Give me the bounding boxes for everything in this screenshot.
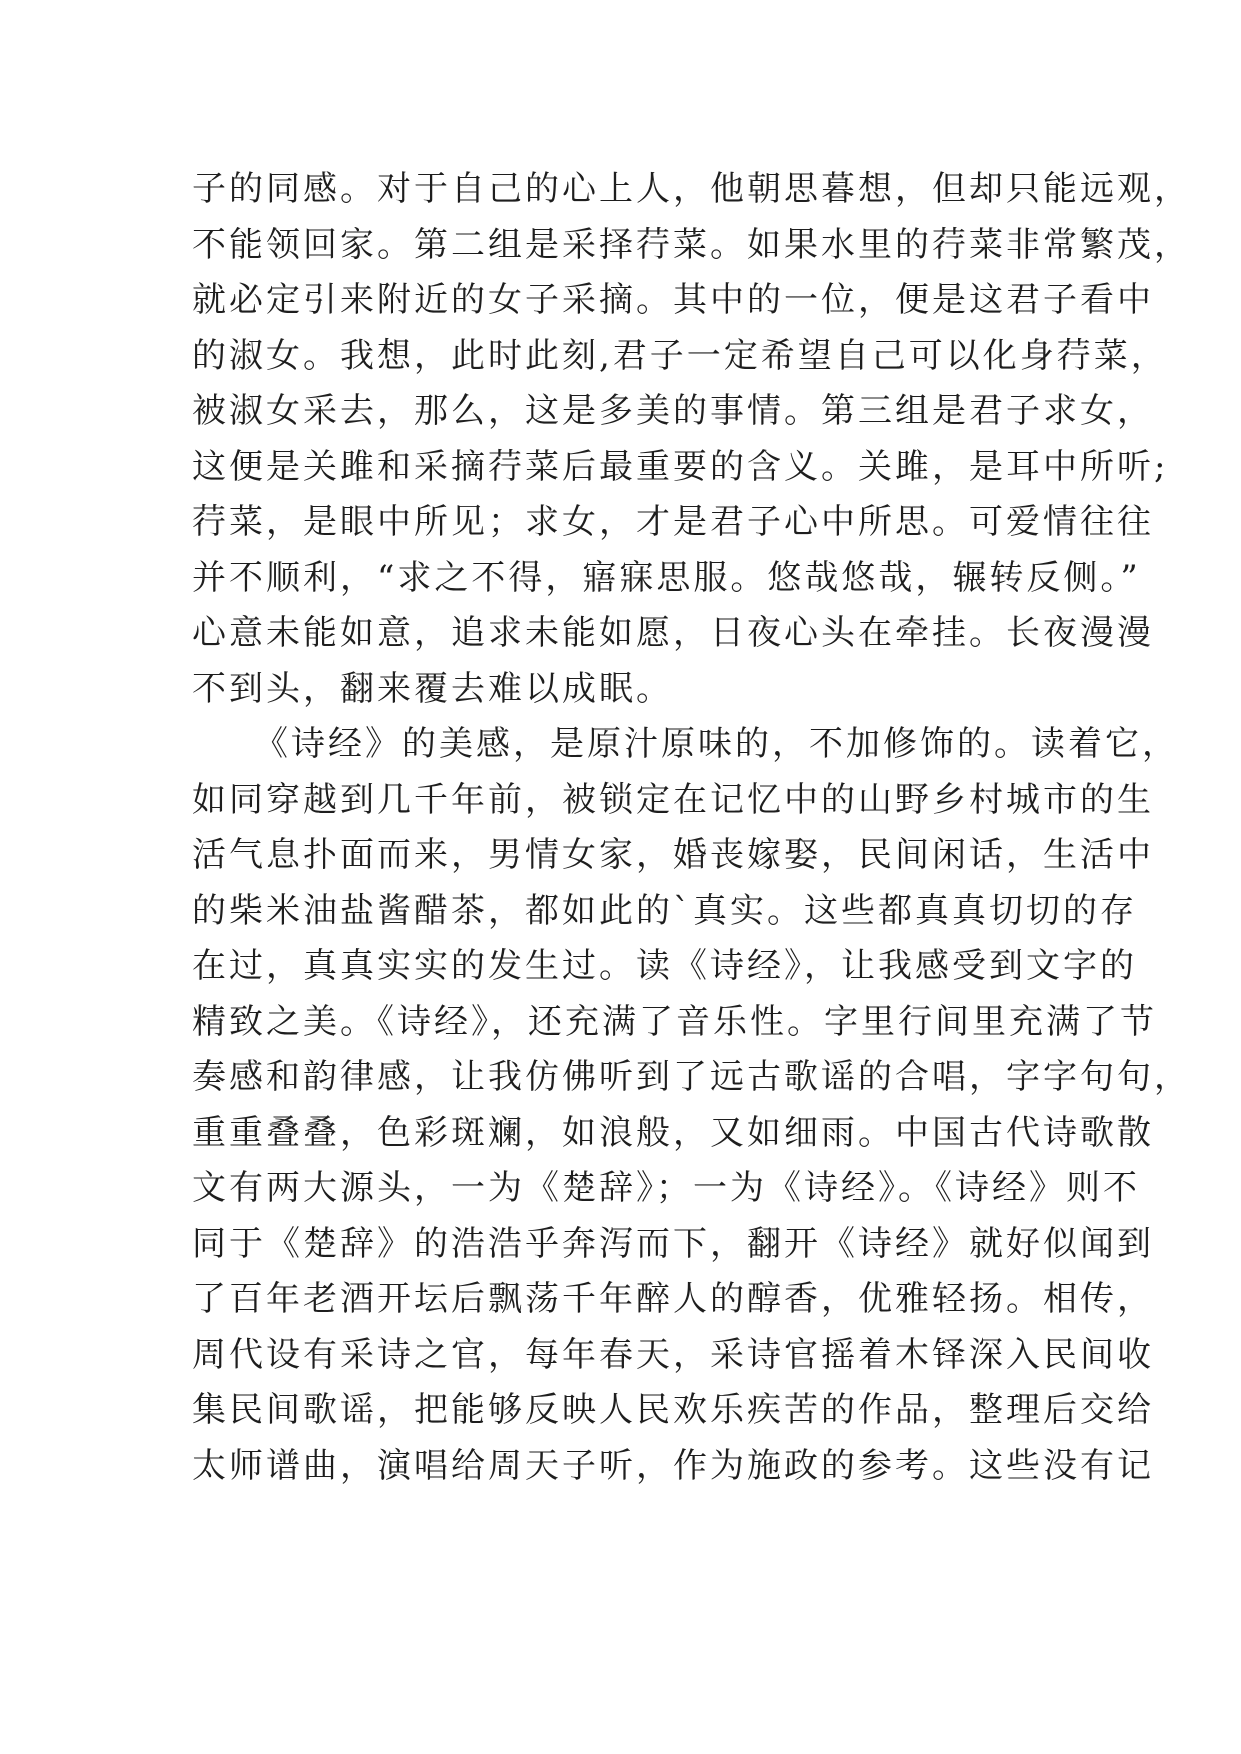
text-line: 心意未能如意，追求未能如愿，日夜心头在牵挂。长夜漫漫 (192, 613, 1154, 653)
text-line: 奏感和韵律感，让我仿佛听到了远古歌谣的合唱，字字句句， (192, 1057, 1191, 1097)
text-line: 精致之美。《诗经》，还充满了音乐性。字里行间里充满了节 (192, 1001, 1157, 1042)
text-line: 周代设有采诗之官，每年春天，采诗官摇着木铎深入民间收 (192, 1334, 1154, 1375)
text-line: 就必定引来附近的女子采摘。其中的一位，便是这君子看中 (192, 280, 1154, 320)
text-line: 这便是关雎和采摘荇菜后最重要的含义。关雎，是耳中所听; (192, 446, 1169, 487)
text-line: 集民间歌谣，把能够反映人民欢乐疾苦的作品，整理后交给 (192, 1390, 1154, 1430)
text-line: 不能领回家。第二组是采择荇菜。如果水里的荇菜非常繁茂， (192, 224, 1191, 265)
text-line: 文有两大源头，一为《楚辞》；一为《诗经》。《诗经》则不 (192, 1168, 1140, 1208)
text-line: 同于《楚辞》的浩浩乎奔泻而下，翻开《诗经》就好似闻到 (192, 1223, 1154, 1264)
text-line: 在过，真真实实的发生过。读《诗经》，让我感受到文字的 (192, 946, 1137, 986)
text-line: 荇菜，是眼中所见；求女，才是君子心中所思。可爱情往往 (192, 502, 1154, 542)
text-line: 子的同感。对于自己的心上人，他朝思暮想，但却只能远观， (192, 169, 1191, 209)
text-line: 了百年老酒开坛后飘荡千年醉人的醇香，优雅轻扬。相传， (192, 1279, 1154, 1319)
text-line: 太师谱曲，演唱给周天子听，作为施政的参考。这些没有记 (192, 1445, 1154, 1486)
text-line: 被淑女采去，那么，这是多美的事情。第三组是君子求女， (192, 391, 1154, 431)
text-line: 如同穿越到几千年前，被锁定在记忆中的山野乡村城市的生 (192, 779, 1154, 820)
text-line: 的淑女。我想，此时此刻,君子一定希望自己可以化身荇菜， (192, 335, 1168, 376)
paragraph-start-line: 《诗经》的美感，是原汁原味的，不加修饰的。读着它， (254, 724, 1179, 764)
text-line: 的柴米油盐酱醋茶，都如此的`真实。这些都真真切切的存 (192, 890, 1137, 931)
text-line: 重重叠叠，色彩斑斓，如浪般，又如细雨。中国古代诗歌散 (192, 1112, 1154, 1153)
body-text (192, 162, 1191, 1494)
text-line: 并不顺利，“求之不得，寤寐思服。悠哉悠哉，辗转反侧。” (192, 557, 1141, 598)
text-line: 活气息扑面而来，男情女家，婚丧嫁娶，民间闲话，生活中 (192, 835, 1154, 875)
paragraph-end-line: 不到头，翻来覆去难以成眠。 (192, 668, 673, 709)
